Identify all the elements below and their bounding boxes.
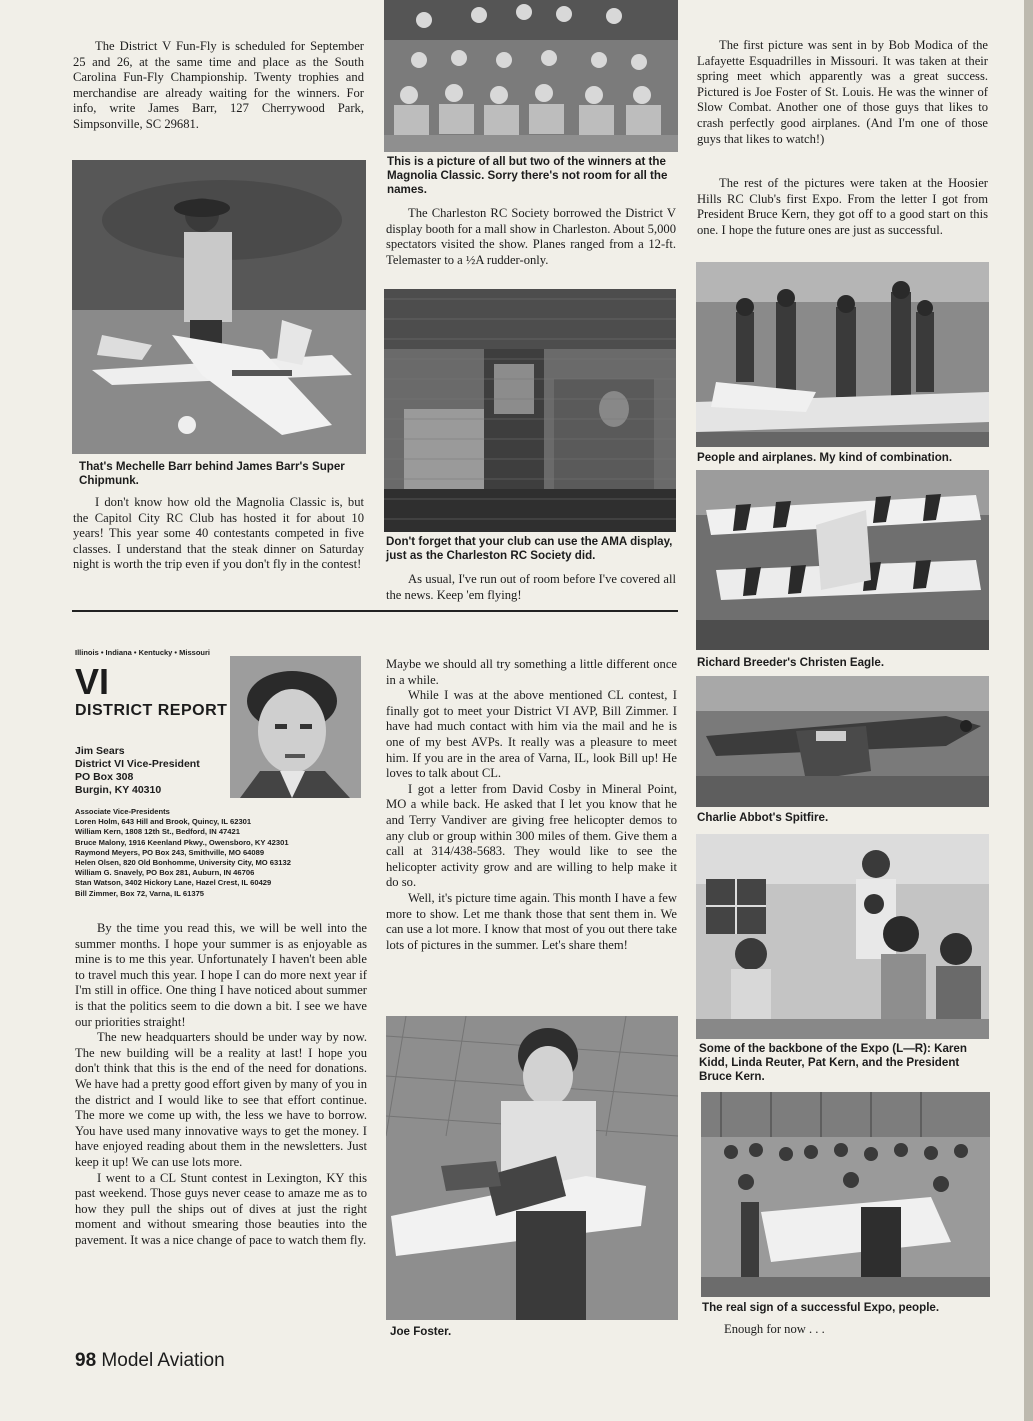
first-picture-paragraph: The first picture was sent in by Bob Modica of the Lafayette Esquadrilles in Missouri. It was taken at their spring meet which apparently was a great success. Pictured is Joe Foster of St. Louis. He was the winner of Slow Combat. Another one of those guys that likes to crash perfectly good airplanes. (And I'm one of those guys that likes to watch!) (697, 38, 988, 146)
photo-magnolia-winners (384, 0, 678, 152)
photo-people-airplanes (696, 262, 989, 447)
picture-time-paragraph: Well, it's picture time again. This month I have a few more to show. Let me thank those that sent them in. We can use a lot more. I know that most of you out there take lots of pictures in the summer. Let's share them! (386, 890, 677, 952)
caption-mechelle: That's Mechelle Barr behind James Barr's Super Chipmunk. (79, 460, 345, 487)
zimmer-paragraph: While I was at the above mentioned CL contest, I finally got to meet your District VI AVP, Bill Zimmer. I have had much contact with him via the mail and he is one of my best AVPs. It really was a pleasure to meet him. If you are in the area of Varna, IL, look Bill up! He loves to talk about CL. (386, 688, 677, 781)
photo-expo-backbone (696, 834, 989, 1039)
associate-entry: William Kern, 1808 12th St., Bedford, IN 47421 (75, 827, 240, 837)
associate-entry: Raymond Meyers, PO Box 243, Smithville, MO 64089 (75, 847, 265, 857)
caption-people-airplanes: People and airplanes. My kind of combination. (697, 451, 953, 464)
caption-expo-backbone: Some of the backbone of the Expo (L—R): Karen Kidd, Linda Reuter, Pat Kern, and the President Bruce Kern. (699, 1042, 967, 1083)
vp-name: Jim Sears (75, 745, 125, 757)
charleston-paragraph: The Charleston RC Society borrowed the District V display booth for a mall show in Charleston. About 5,000 spectators visited the show. Planes ranged from a 12-ft. Telemaster to a ½A rudder-only. (386, 206, 676, 267)
photo-spitfire (696, 676, 989, 807)
caption-winners: This is a picture of all but two of the winners at the Magnolia Classic. Sorry there's not room for all the names. (387, 155, 668, 196)
section-divider (72, 610, 678, 612)
summer-paragraph: By the time you read this, we will be well into the summer months. I hope your summer is as enjoyable as mine is to me this year. Unfortunately I haven't been able to travel much this year. I hope I can do more next year if I'm still in office. One thing I have noticed about summer is that the politics seem to die down a bit. I see we have our priorities straight! (75, 921, 367, 1029)
associate-vp-list (75, 807, 291, 899)
associate-entry: William G. Snavely, PO Box 281, Auburn, IN 46706 (75, 868, 255, 878)
photo-jim-sears (230, 656, 361, 798)
page-footer (75, 1350, 225, 1372)
magnolia-paragraph: I don't know how old the Magnolia Classic is, but the Capitol City RC Club has hosted it for about 10 years! This year some 40 contestants competed in five classes. I understand that the steak dinner on Saturday night is worth the trip even if you don't fly in the contest! (73, 495, 364, 572)
photo-christen-eagle (696, 470, 989, 650)
caption-ama-display: Don't forget that your club can use the AMA display, just as the Charleston RC Society did. (386, 535, 673, 562)
vp-box: PO Box 308 (75, 771, 134, 783)
page-edge (1024, 0, 1033, 1421)
vp-title: District VI Vice-President (75, 758, 200, 770)
associate-entry: Loren Holm, 643 Hill and Brook, Quincy, IL 62301 (75, 817, 252, 827)
funfly-paragraph: The District V Fun-Fly is scheduled for September 25 and 26, at the same time and place as the South Carolina Fun-Fly Championship. Twenty trophies and merchandise are already waiting for the winners. For info, write James Barr, 127 Cherrywood Park, Simpsonville, SC 29681. (73, 39, 364, 131)
associate-heading: Associate Vice-Presidents (75, 807, 170, 816)
associate-entry: Stan Watson, 3402 Hickory Lane, Hazel Crest, IL 60429 (75, 878, 272, 888)
photo-expo-crowd (701, 1092, 990, 1297)
vp-city: Burgin, KY 40310 (75, 784, 162, 796)
photo-super-chipmunk (72, 160, 366, 454)
district-states: Illinois • Indiana • Kentucky • Missouri (75, 648, 210, 657)
cosby-paragraph: I got a letter from David Cosby in Mineral Point, MO a while back. He asked that I let you know that he and Terry Vandiver are giving free helicopter demos to any club or group within 300 miles of them. Give them a call at 314/438-5683. They would like to see the helicopter activity grow and are willing to help make it do so. (386, 781, 677, 890)
enough-for-now: Enough for now . . . (724, 1322, 825, 1336)
caption-spitfire: Charlie Abbot's Spitfire. (697, 811, 829, 824)
maybe-paragraph: Maybe we should all try something a little different once in a while. (386, 657, 677, 687)
district-vi-column2-text (386, 657, 677, 953)
district-numeral: VI (75, 661, 110, 702)
caption-expo-people: The real sign of a successful Expo, people. (702, 1301, 940, 1314)
caption-joe-foster: Joe Foster. (390, 1325, 452, 1338)
as-usual-paragraph: As usual, I've run out of room before I've covered all the news. Keep 'em flying! (386, 572, 676, 602)
photo-ama-display (384, 289, 676, 532)
associate-entry: Bill Zimmer, Box 72, Varna, IL 61375 (75, 888, 205, 898)
headquarters-paragraph: The new headquarters should be under way by now. The new building will be a reality at last! I hope you don't think that this is the end of the need for donations. We have had a pretty good effort given by many of you in the district and I would like to see that effort continue. The more we come up with, the less we have to borrow. You have used many innovative ways to get the money. I have enjoyed reading about them in the newsletters. Just keep it up! We can use lots more. (75, 1030, 367, 1169)
magazine-title: Model Aviation (101, 1350, 225, 1371)
associate-entry: Helen Olsen, 820 Old Bonhomme, University City, MO 63132 (75, 858, 291, 868)
photo-joe-foster (386, 1016, 678, 1320)
associate-entry: Bruce Malony, 1916 Keenland Pkwy., Owensboro, KY 42301 (75, 837, 289, 847)
stunt-paragraph: I went to a CL Stunt contest in Lexington, KY this past weekend. Those guys never cease to amaze me as to how they pull the ships out of dives at just the right moment and without smearing those beauties into the pavement. It was a nice change of pace to watch them fly. (75, 1170, 367, 1247)
rest-pictures-paragraph: The rest of the pictures were taken at the Hoosier Hills RC Club's first Expo. From the letter I got from President Bruce Kern, they got off to a good start on this one. I hope the future ones are just as successful. (697, 176, 988, 237)
district-report-heading: DISTRICT REPORT (75, 702, 228, 719)
caption-christen-eagle: Richard Breeder's Christen Eagle. (697, 656, 885, 669)
page-number: 98 (75, 1350, 97, 1371)
vp-contact-block (75, 745, 230, 797)
district-vi-column1-text (75, 921, 367, 1248)
